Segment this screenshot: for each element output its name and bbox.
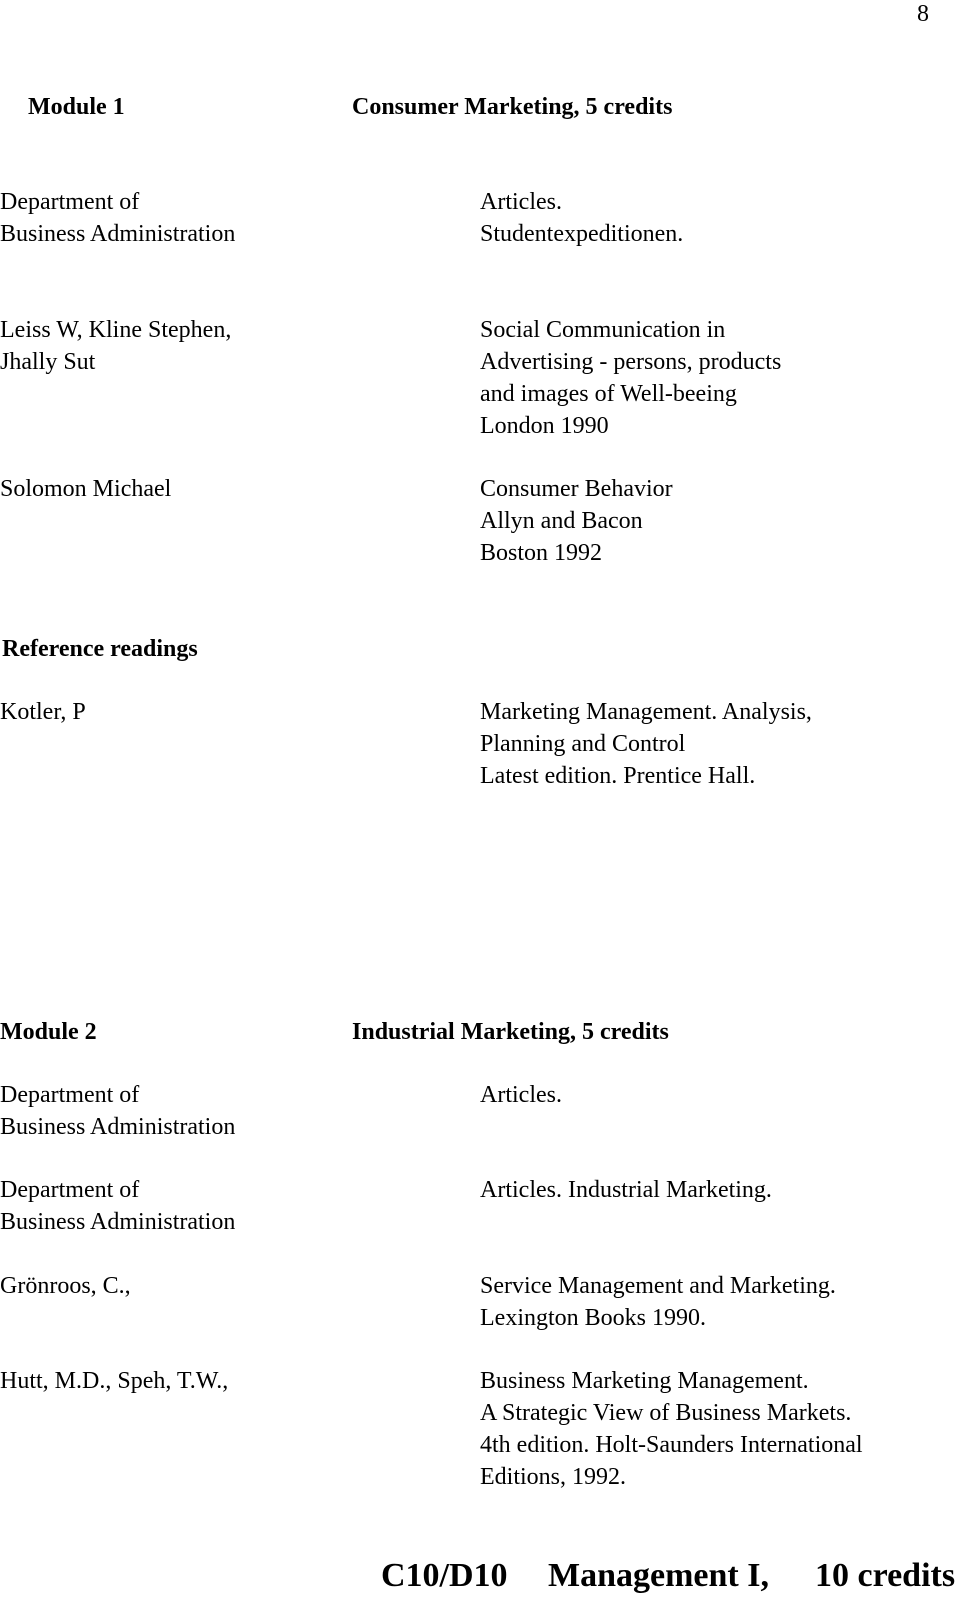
work-line: and images of Well-beeing — [480, 381, 737, 407]
module-2-heading: Module 2 — [0, 1019, 97, 1045]
author-line: Jhally Sut — [0, 349, 96, 375]
course-code: C10/D10 — [381, 1557, 508, 1594]
work-line: Articles. — [480, 189, 562, 215]
author-line: Leiss W, Kline Stephen, — [0, 317, 232, 343]
work-line: Service Management and Marketing. — [480, 1273, 836, 1299]
work-line: Boston 1992 — [480, 540, 603, 566]
work-line: London 1990 — [480, 413, 609, 439]
work-line: Articles. Industrial Marketing. — [480, 1177, 772, 1203]
work-line: Advertising - persons, products — [480, 349, 782, 375]
work-line: Lexington Books 1990. — [480, 1305, 706, 1331]
page-number: 8 — [917, 1, 929, 27]
author-line: Hutt, M.D., Speh, T.W., — [0, 1368, 229, 1394]
work-line: Business Marketing Management. — [480, 1368, 809, 1394]
author-line: Department of — [0, 1082, 140, 1108]
author-line: Department of — [0, 1177, 140, 1203]
module-2-title: Industrial Marketing, 5 credits — [352, 1019, 669, 1045]
course-title: Management I, — [548, 1557, 769, 1594]
work-line: 4th edition. Holt-Saunders International — [480, 1432, 863, 1458]
author-line: Business Administration — [0, 1209, 236, 1235]
work-line: Social Communication in — [480, 317, 726, 343]
module-1-title: Consumer Marketing, 5 credits — [352, 94, 673, 120]
work-line: Editions, 1992. — [480, 1464, 627, 1490]
module-1-heading: Module 1 — [28, 94, 125, 120]
author-line: Kotler, P — [0, 699, 86, 725]
work-line: Studentexpeditionen. — [480, 221, 684, 247]
work-line: Articles. — [480, 1082, 562, 1108]
work-line: A Strategic View of Business Markets. — [480, 1400, 852, 1426]
author-line: Business Administration — [0, 1114, 236, 1140]
course-credits: 10 credits — [815, 1557, 956, 1594]
author-line: Department of — [0, 189, 140, 215]
reference-heading: Reference readings — [2, 636, 198, 662]
work-line: Marketing Management. Analysis, — [480, 699, 812, 725]
author-line: Grönroos, C., — [0, 1273, 131, 1299]
work-line: Consumer Behavior — [480, 476, 673, 502]
work-line: Allyn and Bacon — [480, 508, 643, 534]
work-line: Planning and Control — [480, 731, 686, 757]
author-line: Business Administration — [0, 221, 236, 247]
author-line: Solomon Michael — [0, 476, 172, 502]
work-line: Latest edition. Prentice Hall. — [480, 763, 756, 789]
